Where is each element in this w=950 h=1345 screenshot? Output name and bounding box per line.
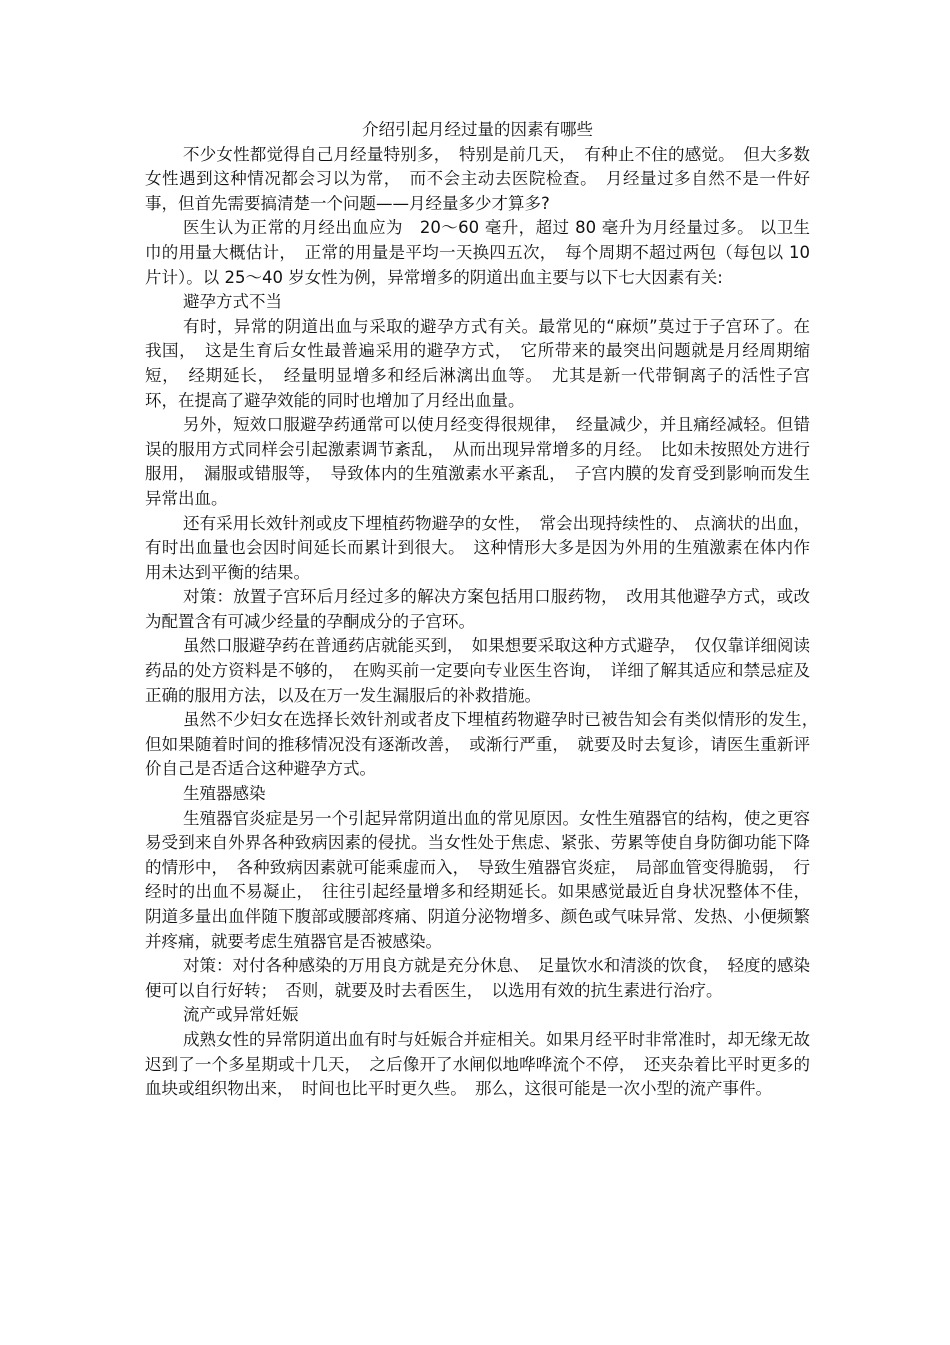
body-paragraph: 虽然不少妇女在选择长效针剂或者皮下埋植药物避孕时已被告知会有类似情形的发生， 但如果随着时间的推移情况没有逐渐改善， 或渐行严重， 就要及时去复诊，请医生重新评价自己是否适合这种避孕方式。 (145, 710, 827, 779)
body-paragraph: 不少女性都觉得自己月经量特别多， 特别是前几天， 有种止不住的感觉。 但大多数女性遇到这种情况都会习以为常， 而不会主动去医院检查。 月经量过多自然不是一件好事，但首先需要搞清楚一个问题——月经量多少才算多? (145, 144, 810, 213)
body-paragraph: 成熟女性的异常阴道出血有时与妊娠合并症相关。如果月经平时非常准时，却无缘无故迟到了一个多星期或十几天， 之后像开了水闸似地哗哗流个不停， 还夹杂着比平时更多的血块或组织物出来， 时间也比平时更久些。 那么，这很可能是一次小型的流产事件。 (145, 1029, 810, 1099)
body-paragraph: 对策：对付各种感染的万用良方就是充分休息、 足量饮水和清淡的饮食， 轻度的感染便可以自行好转； 否则，就要及时去看医生， 以选用有效的抗生素进行治疗。 (145, 956, 810, 1000)
body-paragraph: 对策：放置子宫环后月经过多的解决方案包括用口服药物， 改用其他避孕方式，或改为配置含有可减少经量的孕酮成分的子宫环。 (145, 587, 810, 631)
section-heading: 避孕方式不当 (183, 292, 282, 312)
document-page (145, 118, 827, 1102)
body-paragraph: 虽然口服避孕药在普通药店就能买到， 如果想要采取这种方式避孕， 仅仅靠详细阅读药品的处方资料是不够的， 在购买前一定要向专业医生咨询， 详细了解其适应和禁忌症及正确的服用方法，以及在万一发生漏服后的补救措施。 (145, 636, 810, 705)
body-paragraph: 医生认为正常的月经出血应为 20～60 毫升，超过 80 毫升为月经量过多。 以卫生巾的用量大概估计， 正常的用量是平均一天换四五次， 每个周期不超过两包（每包以 10 片计）。以 25～40 岁女性为例，异常增多的阴道出血主要与以下七大因素有关: (145, 218, 810, 287)
body-paragraph: 生殖器官炎症是另一个引起异常阴道出血的常见原因。女性生殖器官的结构，使之更容易受到来自外界各种致病因素的侵扰。当女性处于焦虑、紧张、劳累等使自身防御功能下降的情形中， 各种致病因素就可能乘虚而入， 导致生殖器官炎症， 局部血管变得脆弱， 行经时的出血不易凝止， 往往引起经量增多和经期延长。如果感觉最近自身状况整体不佳，阴道多量出血伴随下腹部或腰部疼痛、阴道分泌物增多、颜色或气味异常、发热、小便频繁并疼痛，就要考虑生殖器官是否被感染。 (145, 808, 810, 951)
section-heading: 生殖器感染 (183, 784, 266, 804)
document-title: 介绍引起月经过量的因素有哪些 (362, 120, 593, 139)
section-heading: 流产或异常妊娠 (183, 1005, 299, 1025)
body-paragraph: 另外，短效口服避孕药通常可以使月经变得很规律， 经量减少，并且痛经减轻。但错误的服用方式同样会引起激素调节紊乱， 从而出现异常增多的月经。 比如未按照处方进行服用， 漏服或错服等， 导致体内的生殖激素水平紊乱， 子宫内膜的发育受到影响而发生异常出血。 (145, 415, 810, 508)
body-paragraph: 还有采用长效针剂或皮下埋植药物避孕的女性， 常会出现持续性的、 点滴状的出血，有时出血量也会因时间延长而累计到很大。 这种情形大多是因为外用的生殖激素在体内作用未达到平衡的结果。 (145, 513, 810, 582)
body-paragraph: 有时，异常的阴道出血与采取的避孕方式有关。最常见的“麻烦”莫过于子宫环了。在我国， 这是生育后女性最普遍采用的避孕方式， 它所带来的最突出问题就是月经周期缩短， 经期延长， 经量明显增多和经后淋漓出血等。 尤其是新一代带铜离子的活性子宫环，在提高了避孕效能的同时也增加了月经出血量。 (145, 316, 810, 410)
